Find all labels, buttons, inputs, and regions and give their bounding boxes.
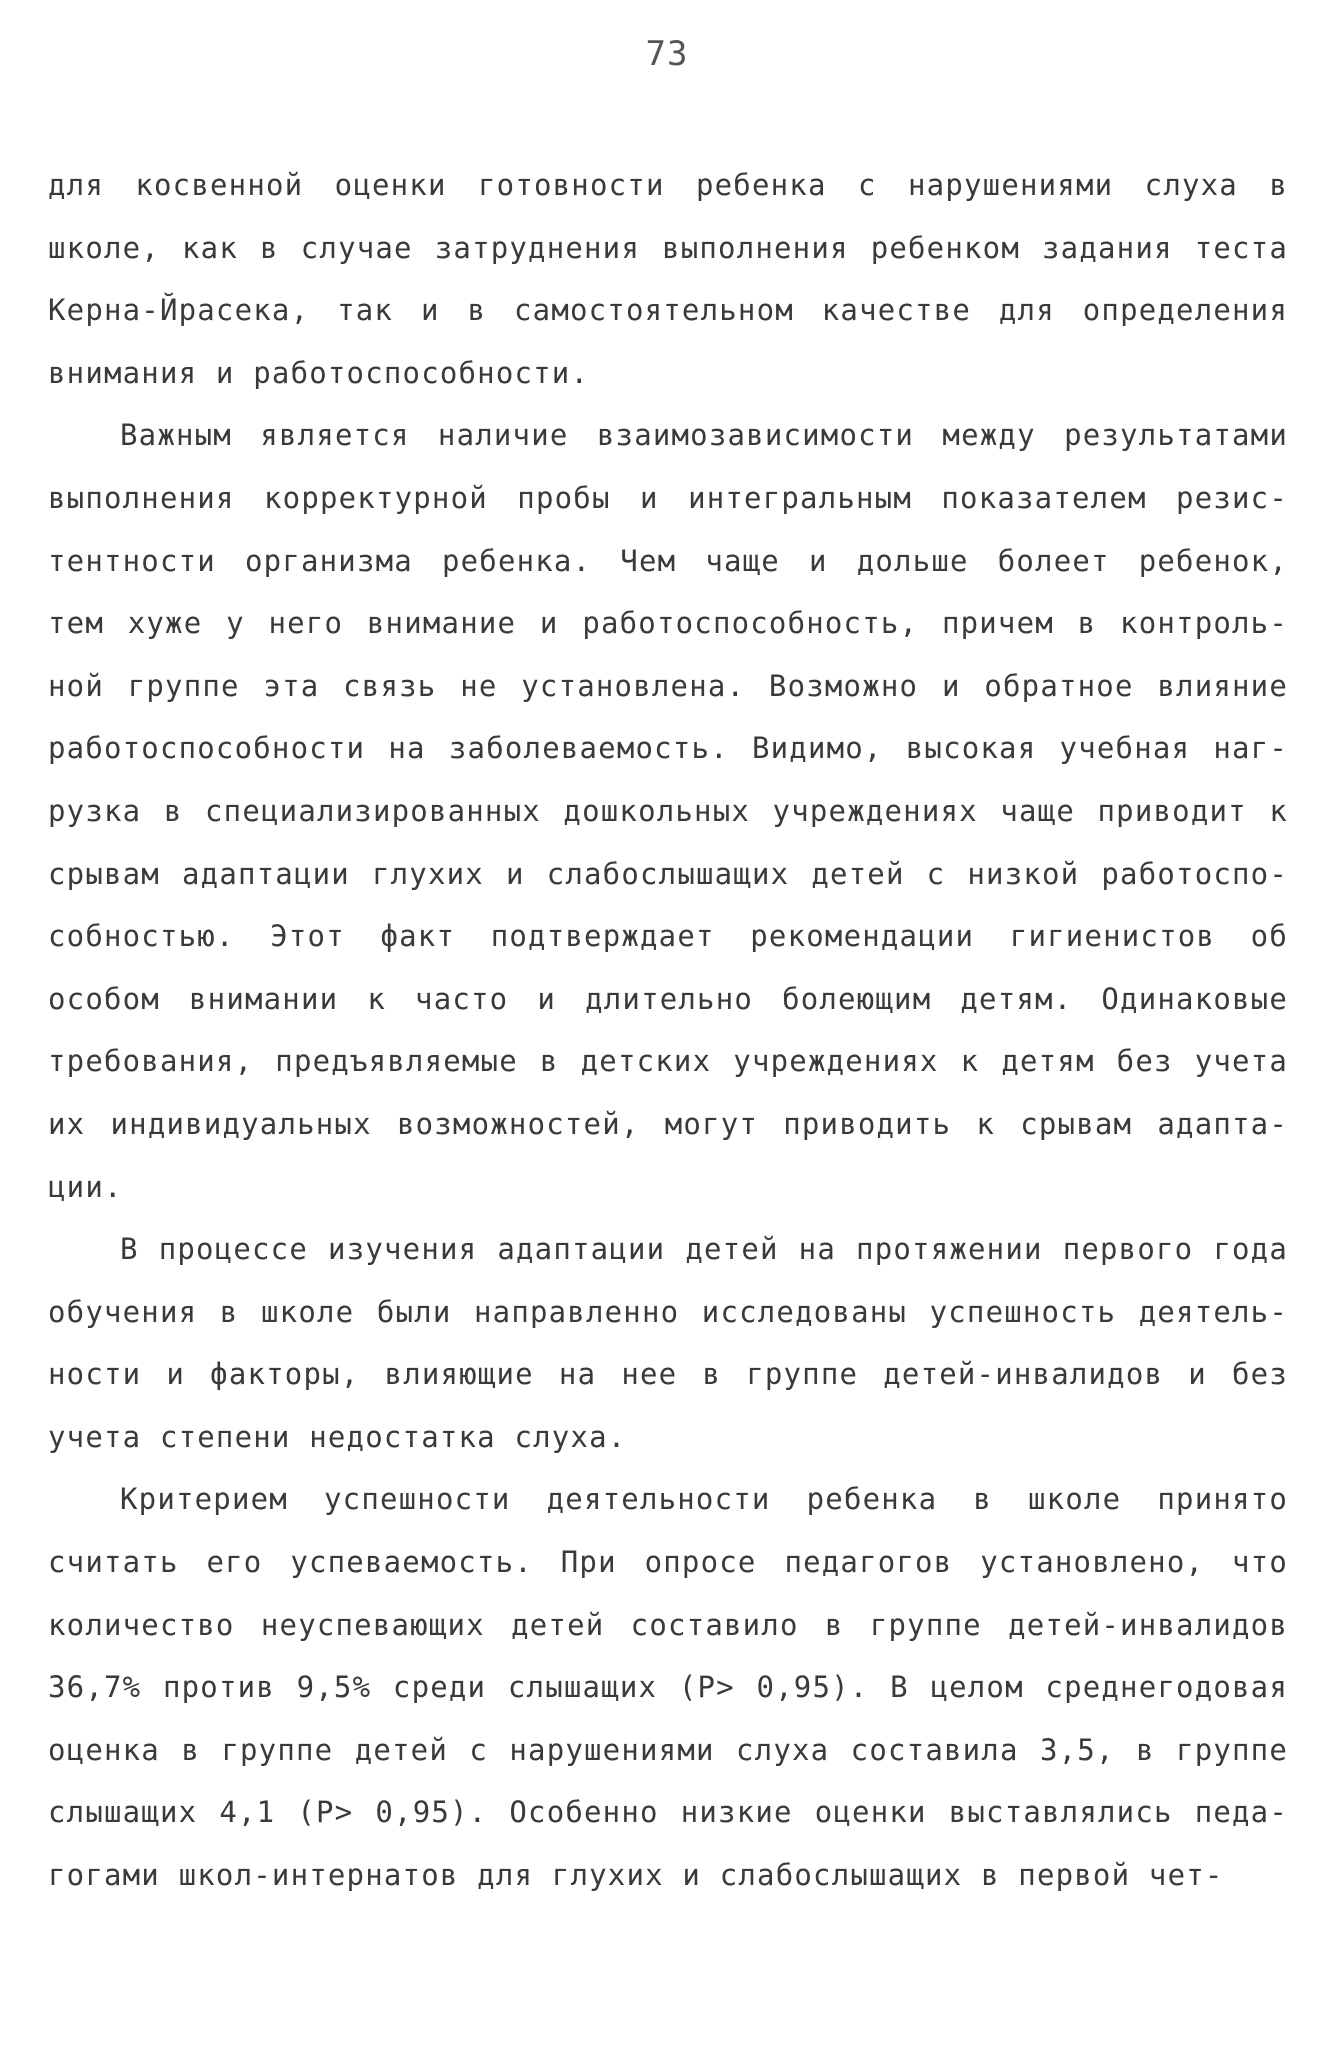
text-line: для косвенной оценки готовности ребенка с нарушениями слуха в <box>48 168 1288 202</box>
paragraph <box>48 1468 1288 1906</box>
text-line: учета степени недостатка слуха. <box>48 1419 627 1454</box>
text-line: Критерием успешности деятельности ребенка в школе принято <box>120 1482 1288 1517</box>
text-line: обучения в школе были направленно исследованы успешность деятель- <box>48 1294 1288 1329</box>
text-line: Важным является наличие взаимозависимости между результатами <box>120 418 1288 453</box>
text-line: Керна-Йрасека, так и в самостоятельном качестве для определения <box>48 293 1288 328</box>
text-line: школе, как в случае затруднения выполнения ребенком задания теста <box>48 230 1288 265</box>
text-line: гогами школ-интернатов для глухих и слабослышащих в первой чет- <box>48 1858 1224 1893</box>
text-line: рузка в специализированных дошкольных учреждениях чаще приводит к <box>48 793 1288 828</box>
text-line: ности и факторы, влияющие на нее в группе детей-инвалидов и без <box>48 1357 1288 1392</box>
paragraph <box>48 1218 1288 1468</box>
text-line: ной группе эта связь не установлена. Возможно и обратное влияние <box>48 668 1288 703</box>
text-line: тентности организма ребенка. Чем чаще и дольше болеет ребенок, <box>48 543 1288 578</box>
page-number: 73 <box>645 34 689 74</box>
text-line: количество неуспевающих детей составило в группе детей-инвалидов <box>48 1607 1288 1642</box>
text-line: работоспособности на заболеваемость. Видимо, высокая учебная наг- <box>48 731 1288 766</box>
text-line: оценка в группе детей с нарушениями слуха составила 3,5, в группе <box>48 1732 1288 1767</box>
text-line: ции. <box>48 1169 123 1204</box>
text-line: слышащих 4,1 (Р> 0,95). Особенно низкие оценки выставлялись педа- <box>48 1795 1288 1830</box>
body-text <box>48 154 1288 1907</box>
paragraph <box>48 154 1288 404</box>
text-line: требования, предъявляемые в детских учреждениях к детям без учета <box>48 1044 1288 1079</box>
paragraph <box>48 404 1288 1218</box>
text-line: срывам адаптации глухих и слабослышащих детей с низкой работоспо- <box>48 856 1288 891</box>
text-line: их индивидуальных возможностей, могут приводить к срывам адапта- <box>48 1106 1288 1141</box>
text-line: В процессе изучения адаптации детей на протяжении первого года <box>120 1232 1288 1267</box>
text-line: особом внимании к часто и длительно болеющим детям. Одинаковые <box>48 981 1288 1016</box>
text-line: 36,7% против 9,5% среди слышащих (Р> 0,95). В целом среднегодовая <box>48 1670 1288 1705</box>
text-line: собностью. Этот факт подтверждает рекомендации гигиенистов об <box>48 919 1288 954</box>
text-line: тем хуже у него внимание и работоспособность, причем в контроль- <box>48 606 1288 641</box>
text-line: внимания и работоспособности. <box>48 355 590 390</box>
text-line: считать его успеваемость. При опросе педагогов установлено, что <box>48 1545 1288 1580</box>
text-line: выполнения корректурной пробы и интегральным показателем резис- <box>48 480 1288 515</box>
